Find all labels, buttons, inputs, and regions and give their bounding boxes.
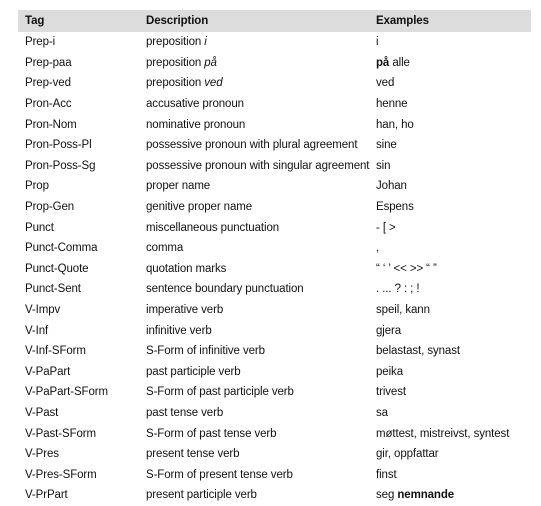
example-text: ved [376, 77, 395, 90]
table-row [18, 259, 531, 280]
description-text: nominative pronoun [146, 118, 246, 131]
description-text: present participle verb [146, 489, 257, 502]
table-row [18, 32, 531, 53]
examples-cell [373, 160, 531, 172]
description-text: proper name [146, 180, 211, 193]
tag-cell: Prep-i [25, 36, 56, 49]
example-text: , [376, 242, 380, 255]
examples-cell [373, 345, 531, 357]
table-row [18, 362, 531, 383]
description-cell [143, 180, 373, 192]
description-text: S-Form of present tense verb [146, 468, 293, 481]
examples-cell [373, 222, 531, 234]
description-cell [143, 469, 373, 481]
example-text: belastast, synast [376, 345, 460, 358]
table-row [18, 176, 531, 197]
description-text: miscellaneous punctuation [146, 221, 280, 234]
description-cell [143, 222, 373, 234]
examples-cell [373, 386, 531, 398]
description-emphasis: i [204, 36, 207, 49]
description-cell [143, 242, 373, 254]
examples-cell [373, 428, 531, 440]
example-text: Johan [376, 180, 407, 193]
tag-cell: Prop-Gen [25, 201, 75, 214]
table-row [18, 156, 531, 177]
example-text: han, ho [376, 118, 414, 131]
description-cell [143, 407, 373, 419]
table-row [18, 341, 531, 362]
table-row [18, 485, 531, 506]
tag-cell: Pron-Poss-Pl [25, 139, 92, 152]
examples-cell [373, 77, 531, 89]
description-cell [143, 201, 373, 213]
table-row [18, 53, 531, 74]
examples-cell [373, 366, 531, 378]
description-text: imperative verb [146, 304, 224, 317]
description-text: S-Form of infinitive verb [146, 345, 265, 358]
description-cell [143, 304, 373, 316]
example-text-rest: nemnande [397, 489, 455, 502]
description-emphasis: ved [204, 77, 223, 90]
description-cell [143, 345, 373, 357]
tag-cell: Prop [25, 180, 49, 193]
description-text: preposition [146, 36, 205, 49]
examples-cell [373, 489, 531, 501]
examples-cell [373, 57, 531, 69]
description-cell [143, 366, 373, 378]
description-cell [143, 119, 373, 131]
examples-cell [373, 407, 531, 419]
description-text: preposition [146, 56, 205, 69]
examples-cell [373, 263, 531, 275]
tag-cell: V-Pres-SForm [25, 468, 97, 481]
description-text: S-Form of past tense verb [146, 427, 277, 440]
examples-cell [373, 201, 531, 213]
tag-cell: Prep-ved [25, 77, 71, 90]
description-text: S-Form of past participle verb [146, 386, 294, 399]
examples-cell [373, 283, 531, 295]
examples-cell [373, 139, 531, 151]
example-text: møttest, mistreivst, syntest [376, 427, 510, 440]
examples-cell [373, 448, 531, 460]
example-text: gjera [376, 324, 402, 337]
description-text: preposition [146, 77, 205, 90]
description-cell [143, 36, 373, 48]
tag-cell: Punct-Comma [25, 242, 98, 255]
example-text: Espens [376, 201, 414, 214]
description-cell [143, 263, 373, 275]
table-row [18, 320, 531, 341]
example-text: sine [376, 139, 397, 152]
description-emphasis: på [204, 56, 217, 69]
tag-cell: V-Inf [25, 324, 49, 337]
table-row [18, 464, 531, 485]
table-row [18, 444, 531, 465]
tag-table [18, 10, 531, 506]
description-cell [143, 283, 373, 295]
tag-cell: V-Impv [25, 304, 61, 317]
description-cell [143, 489, 373, 501]
tag-cell: Prep-paa [25, 56, 72, 69]
examples-cell [373, 469, 531, 481]
examples-cell [373, 242, 531, 254]
table-row [18, 238, 531, 259]
description-cell [143, 448, 373, 460]
header-description: Description [146, 15, 209, 27]
example-text: sa [376, 406, 388, 419]
example-text: “ ‘ ’ << >> “ ” [376, 262, 437, 275]
table-header [18, 10, 531, 32]
description-cell [143, 57, 373, 69]
tag-cell: V-Pres [25, 448, 59, 461]
table-row [18, 114, 531, 135]
tag-cell: Punct-Quote [25, 262, 89, 275]
example-text: seg [376, 489, 398, 502]
tag-cell: V-Inf-SForm [25, 345, 86, 358]
header-tag: Tag [25, 15, 45, 27]
example-text: peika [376, 365, 403, 378]
description-text: genitive proper name [146, 201, 253, 214]
example-text: - [ > [376, 221, 396, 234]
description-text: possessive pronoun with singular agreement [146, 159, 370, 172]
tag-cell: V-Past-SForm [25, 427, 97, 440]
description-cell [143, 98, 373, 110]
tag-cell: Punct [25, 221, 54, 234]
example-text: trivest [376, 386, 406, 399]
description-text: past tense verb [146, 406, 224, 419]
example-text: i [376, 36, 379, 49]
example-text: sin [376, 159, 391, 172]
example-text: . ... ? : ; ! [376, 283, 420, 296]
description-text: past participle verb [146, 365, 241, 378]
table-row [18, 300, 531, 321]
description-cell [143, 77, 373, 89]
examples-cell [373, 325, 531, 337]
description-text: present tense verb [146, 448, 240, 461]
example-text: gir, oppfattar [376, 448, 439, 461]
tag-cell: V-Past [25, 406, 59, 419]
tag-cell: Punct-Sent [25, 283, 81, 296]
examples-cell [373, 36, 531, 48]
description-text: sentence boundary punctuation [146, 283, 304, 296]
table-row [18, 135, 531, 156]
table-row [18, 403, 531, 424]
description-text: quotation marks [146, 262, 227, 275]
tag-cell: V-PrPart [25, 489, 68, 502]
example-text: henne [376, 98, 408, 111]
description-text: possessive pronoun with plural agreement [146, 139, 358, 152]
header-examples: Examples [376, 15, 429, 27]
description-cell [143, 160, 373, 172]
tag-cell: V-PaPart-SForm [25, 386, 108, 399]
examples-cell [373, 98, 531, 110]
description-cell [143, 325, 373, 337]
table-row [18, 73, 531, 94]
tag-cell: Pron-Acc [25, 98, 72, 111]
description-text: comma [146, 242, 184, 255]
table-row [18, 94, 531, 115]
table-row [18, 423, 531, 444]
table-row [18, 197, 531, 218]
table-body [18, 32, 531, 506]
example-text: speil, kann [376, 304, 430, 317]
table-row [18, 382, 531, 403]
example-text-rest: alle [389, 56, 410, 69]
description-text: infinitive verb [146, 324, 212, 337]
examples-cell [373, 119, 531, 131]
examples-cell [373, 180, 531, 192]
tag-cell: Pron-Poss-Sg [25, 159, 96, 172]
example-text: på [376, 56, 390, 69]
description-cell [143, 428, 373, 440]
description-text: accusative pronoun [146, 98, 244, 111]
example-text: finst [376, 468, 397, 481]
tag-cell: V-PaPart [25, 365, 71, 378]
description-cell [143, 386, 373, 398]
table-row [18, 279, 531, 300]
examples-cell [373, 304, 531, 316]
table-row [18, 217, 531, 238]
tag-cell: Pron-Nom [25, 118, 77, 131]
description-cell [143, 139, 373, 151]
